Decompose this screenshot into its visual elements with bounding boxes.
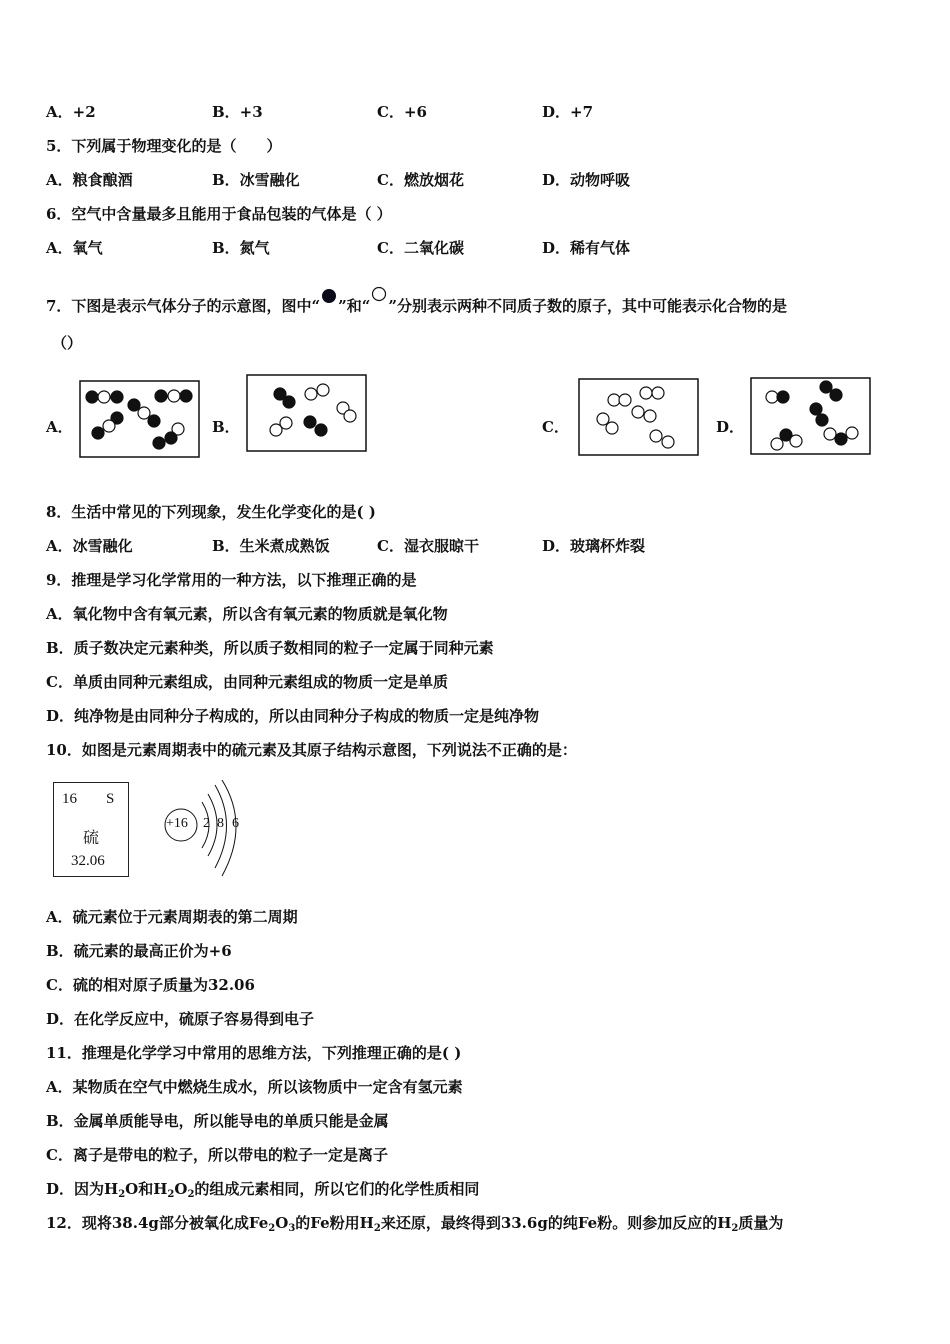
q5-option-c[interactable]: C．燃放烟花: [377, 171, 464, 189]
q7-stem-part1: 7．下图是表示气体分子的示意图，图中“: [46, 297, 321, 315]
q6-option-c[interactable]: C．二氧化碳: [377, 239, 464, 257]
tile-atomic-number: 16: [62, 791, 77, 807]
sulfur-element-tile: [53, 782, 129, 877]
q5-option-a[interactable]: A．粮食酿酒: [46, 171, 133, 189]
white-atom-icon: [370, 285, 388, 303]
q12-stem: [46, 1213, 783, 1239]
q8-option-d[interactable]: D．玻璃杯炸裂: [542, 537, 646, 555]
q7-option-b[interactable]: B．: [212, 418, 240, 436]
q12-sub1: 2: [268, 1223, 276, 1234]
q8-option-a[interactable]: A．冰雪融化: [46, 537, 133, 555]
q11-option-c[interactable]: C．离子是带电的粒子，所以带电的粒子一定是离子: [46, 1146, 388, 1164]
q11-d-part1: D．因为H: [46, 1180, 119, 1198]
q10-option-a[interactable]: A．硫元素位于元素周期表的第二周期: [46, 908, 298, 926]
tile-atomic-mass: 32.06: [71, 853, 105, 869]
q12-part5: 质量为: [738, 1214, 784, 1232]
q10-option-b[interactable]: B．硫元素的最高正价为+6: [46, 942, 232, 960]
tile-name: 硫: [83, 830, 100, 847]
q7-diagram-d: [750, 377, 871, 455]
q12-part4: 来还原，最终得到33.6g的纯Fe粉。则参加反应的H: [380, 1214, 732, 1232]
q11-d-part4: 的组成元素相同，所以它们的化学性质相同: [194, 1180, 480, 1198]
q11-option-d[interactable]: [46, 1179, 479, 1205]
shell-3-count: 6: [232, 816, 239, 831]
q11-d-sub2: 2: [167, 1189, 175, 1200]
q7-diagram-b: [246, 374, 367, 452]
q7-stem-part2: ”和“: [338, 297, 371, 315]
q6-stem: 6．空气中含量最多且能用于食品包装的气体是（ ）: [46, 205, 392, 223]
q12-part3: 的Fe粉用H: [295, 1214, 374, 1232]
q8-option-c[interactable]: C．湿衣服晾干: [377, 537, 479, 555]
q9-option-b[interactable]: B．质子数决定元素种类，所以质子数相同的粒子一定属于同种元素: [46, 639, 494, 657]
shell-1-count: 2: [203, 816, 210, 831]
q11-d-part3: O: [174, 1180, 188, 1198]
q7-stem-paren: （）: [52, 334, 83, 352]
q11-option-b[interactable]: B．金属单质能导电，所以能导电的单质只能是金属: [46, 1112, 389, 1130]
q7-diagram-c: [578, 378, 699, 456]
nucleus-charge: +16: [166, 816, 188, 831]
tile-symbol: S: [106, 791, 115, 807]
q4-option-c[interactable]: C．+6: [377, 103, 427, 121]
q6-option-a[interactable]: A．氧气: [46, 239, 103, 257]
q11-stem: 11．推理是化学学习中常用的思维方法，下列推理正确的是( ): [46, 1044, 462, 1062]
q7-option-c[interactable]: C．: [542, 418, 569, 436]
q11-d-sub3: 2: [187, 1189, 195, 1200]
q12-part2: O: [275, 1214, 289, 1232]
q5-option-d[interactable]: D．动物呼吸: [542, 171, 631, 189]
black-atom-icon: [320, 287, 338, 305]
q4-option-b[interactable]: B．+3: [212, 103, 263, 121]
q12-sub4: 2: [731, 1223, 739, 1234]
q4-option-d[interactable]: D．+7: [542, 103, 594, 121]
sulfur-atom-structure: [160, 780, 250, 880]
q8-stem: 8．生活中常见的下列现象，发生化学变化的是( ): [46, 503, 376, 521]
q6-option-d[interactable]: D．稀有气体: [542, 239, 631, 257]
q6-option-b[interactable]: B．氮气: [212, 239, 270, 257]
q11-d-part2: O和H: [125, 1180, 168, 1198]
q9-option-d[interactable]: D．纯净物是由同种分子构成的，所以由同种分子构成的物质一定是纯净物: [46, 707, 540, 725]
q8-option-b[interactable]: B．生米煮成熟饭: [212, 537, 330, 555]
q9-option-c[interactable]: C．单质由同种元素组成，由同种元素组成的物质一定是单质: [46, 673, 448, 691]
q12-sub2: 3: [288, 1223, 296, 1234]
q9-stem: 9．推理是学习化学常用的一种方法，以下推理正确的是: [46, 571, 417, 589]
q7-stem-part3: ”分别表示两种不同质子数的原子，其中可能表示化合物的是: [388, 297, 787, 315]
q12-part1: 12．现将38.4g部分被氧化成Fe: [46, 1214, 269, 1232]
q4-option-a[interactable]: A．+2: [46, 103, 96, 121]
q5-option-b[interactable]: B．冰雪融化: [212, 171, 300, 189]
q7-option-d[interactable]: D．: [716, 418, 745, 436]
q10-option-d[interactable]: D．在化学反应中，硫原子容易得到电子: [46, 1010, 315, 1028]
q11-option-a[interactable]: A．某物质在空气中燃烧生成水，所以该物质中一定含有氢元素: [46, 1078, 463, 1096]
shell-2-count: 8: [217, 816, 224, 831]
q5-stem: 5．下列属于物理变化的是（ ）: [46, 137, 282, 155]
q7-option-a[interactable]: A．: [46, 418, 73, 436]
q11-d-sub1: 2: [118, 1189, 126, 1200]
q10-option-c[interactable]: C．硫的相对原子质量为32.06: [46, 976, 255, 994]
q7-stem: [46, 285, 787, 316]
q10-stem: 10．如图是元素周期表中的硫元素及其原子结构示意图，下列说法不正确的是：: [46, 741, 577, 759]
q7-diagram-a: [79, 380, 200, 458]
q12-sub3: 2: [373, 1223, 381, 1234]
q9-option-a[interactable]: A．氧化物中含有氧元素，所以含有氧元素的物质就是氧化物: [46, 605, 448, 623]
